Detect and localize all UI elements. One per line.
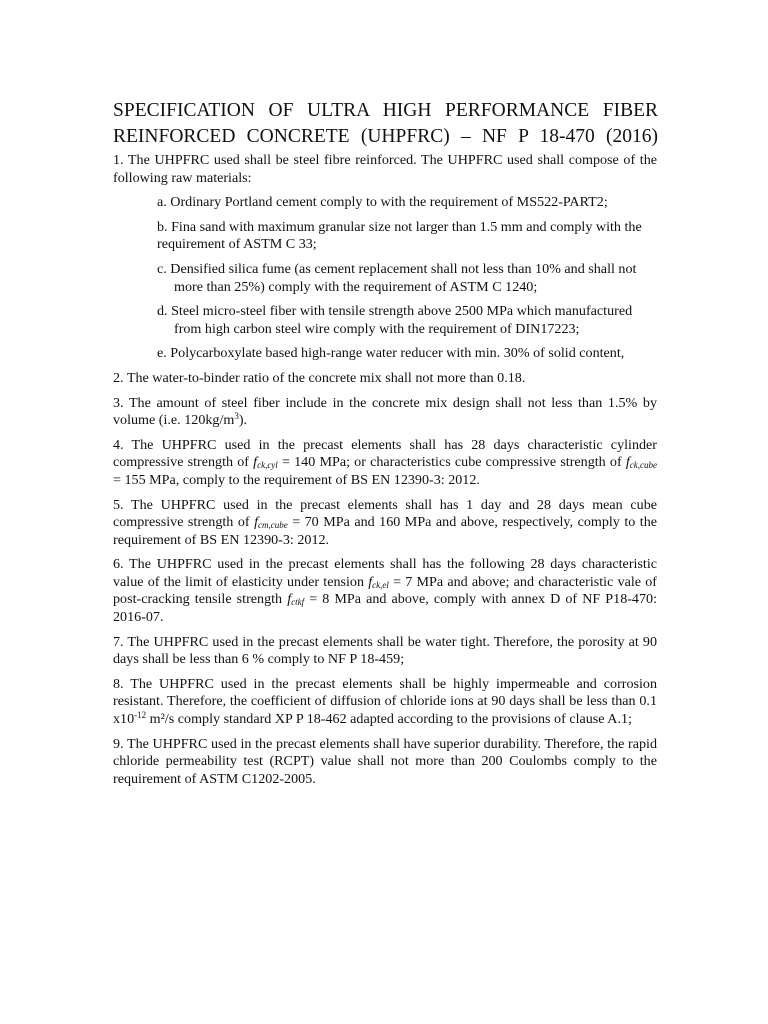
list-item-c: c. Densified silica fume (as cement replacement shall not less than 10% and shall not more than 25%) comply with the requirement of ASTM C 1240; (157, 260, 637, 295)
paragraph-5-text: 5. The UHPFRC used in the precast elements shall has 1 day and 28 days mean cube compressive strength of (113, 496, 657, 531)
title-line-1: SPECIFICATION OF ULTRA HIGH PERFORMANCE FIBER (113, 100, 658, 121)
paragraph-4-text: = 155 MPa, comply to the requirement of BS EN 12390-3: 2012. (113, 471, 480, 488)
symbol-f: f (368, 573, 373, 590)
document-body (113, 152, 657, 795)
paragraph-4-text: 4. The UHPFRC used in the precast elements shall has 28 days characteristic cylinder compressive strength of (113, 436, 657, 471)
paragraph-7: 7. The UHPFRC used in the precast elements shall be water tight. Therefore, the porosity at 90 days shall be less than 6 % comply to NF P 18-459; (113, 633, 657, 668)
paragraph-8-text: m²/s comply standard XP P 18-462 adapted according to the provisions of clause A.1; (146, 711, 632, 728)
list-item-b: b. Fina sand with maximum granular size not larger than 1.5 mm and comply with the requirement of ASTM C 33; (157, 218, 642, 253)
symbol-f: f (625, 454, 630, 471)
paragraph-8-text: 8. The UHPFRC used in the precast elements shall be highly impermeable and corrosion resistant. Therefore, the coefficient of diffusion of chloride ions at 90 days shall be less than 0.1 x10 (113, 675, 657, 728)
paragraph-5 (113, 497, 657, 550)
paragraph-3-text: 3. The amount of steel fiber include in the concrete mix design shall not less than 1.5% by volume (i.e. 120kg/m (113, 394, 657, 429)
document-title (113, 98, 658, 150)
paragraph-6-text: = 8 MPa and above, comply with annex D of NF P18-470: 2016-07. (113, 591, 657, 626)
subscript: ctkf (291, 597, 305, 608)
symbol-f: f (253, 454, 258, 471)
paragraph-2: 2. The water-to-binder ratio of the concrete mix shall not more than 0.18. (113, 369, 526, 386)
paragraph-6 (113, 556, 657, 626)
paragraph-3-end: ). (238, 412, 248, 429)
list-item-e: e. Polycarboxylate based high-range water reducer with min. 30% of solid content, (157, 345, 625, 362)
superscript: 3 (234, 411, 239, 422)
symbol-f: f (254, 514, 258, 531)
paragraph-8 (113, 676, 657, 729)
subscript: ck,cube (629, 460, 657, 471)
subscript: ck,el (372, 579, 389, 590)
subscript: cm,cube (257, 520, 288, 531)
list-item-a: a. Ordinary Portland cement comply to with the requirement of MS522-PART2; (157, 194, 608, 211)
paragraph-3 (113, 395, 657, 430)
superscript: -12 (134, 710, 147, 721)
paragraph-4-text: = 140 MPa; or characteristics cube compressive strength of (277, 454, 626, 471)
paragraph-6-text: = 7 MPa and above; and characteristic vale of post-cracking tensile strength (113, 573, 657, 608)
symbol-f: f (287, 591, 292, 608)
subscript: ck,cyl (257, 460, 278, 471)
title-line-2: REINFORCED CONCRETE (UHPFRC) – NF P 18-470 (2016) (113, 126, 658, 147)
paragraph-6-text: 6. The UHPFRC used in the precast elements shall has the following 28 days characteristic value of the limit of elasticity under tension (113, 556, 657, 590)
list-item-d: d. Steel micro-steel fiber with tensile strength above 2500 MPa which manufactured from high carbon steel wire comply with the requirement of DIN17223; (157, 303, 633, 337)
paragraph-1: 1. The UHPFRC used shall be steel fibre reinforced. The UHPFRC used shall compose of the following raw materials: (113, 152, 657, 186)
paragraph-9: 9. The UHPFRC used in the precast elements shall have superior durability. Therefore, the rapid chloride permeability test (RCPT) value shall not more than 200 Coulombs comply to the requirement of ASTM C1202-2005. (113, 735, 657, 787)
paragraph-4 (113, 437, 657, 490)
paragraph-5-text: = 70 MPa and 160 MPa and above, respectively, comply to the requirement of BS EN 12390-3: 2012. (113, 514, 657, 548)
